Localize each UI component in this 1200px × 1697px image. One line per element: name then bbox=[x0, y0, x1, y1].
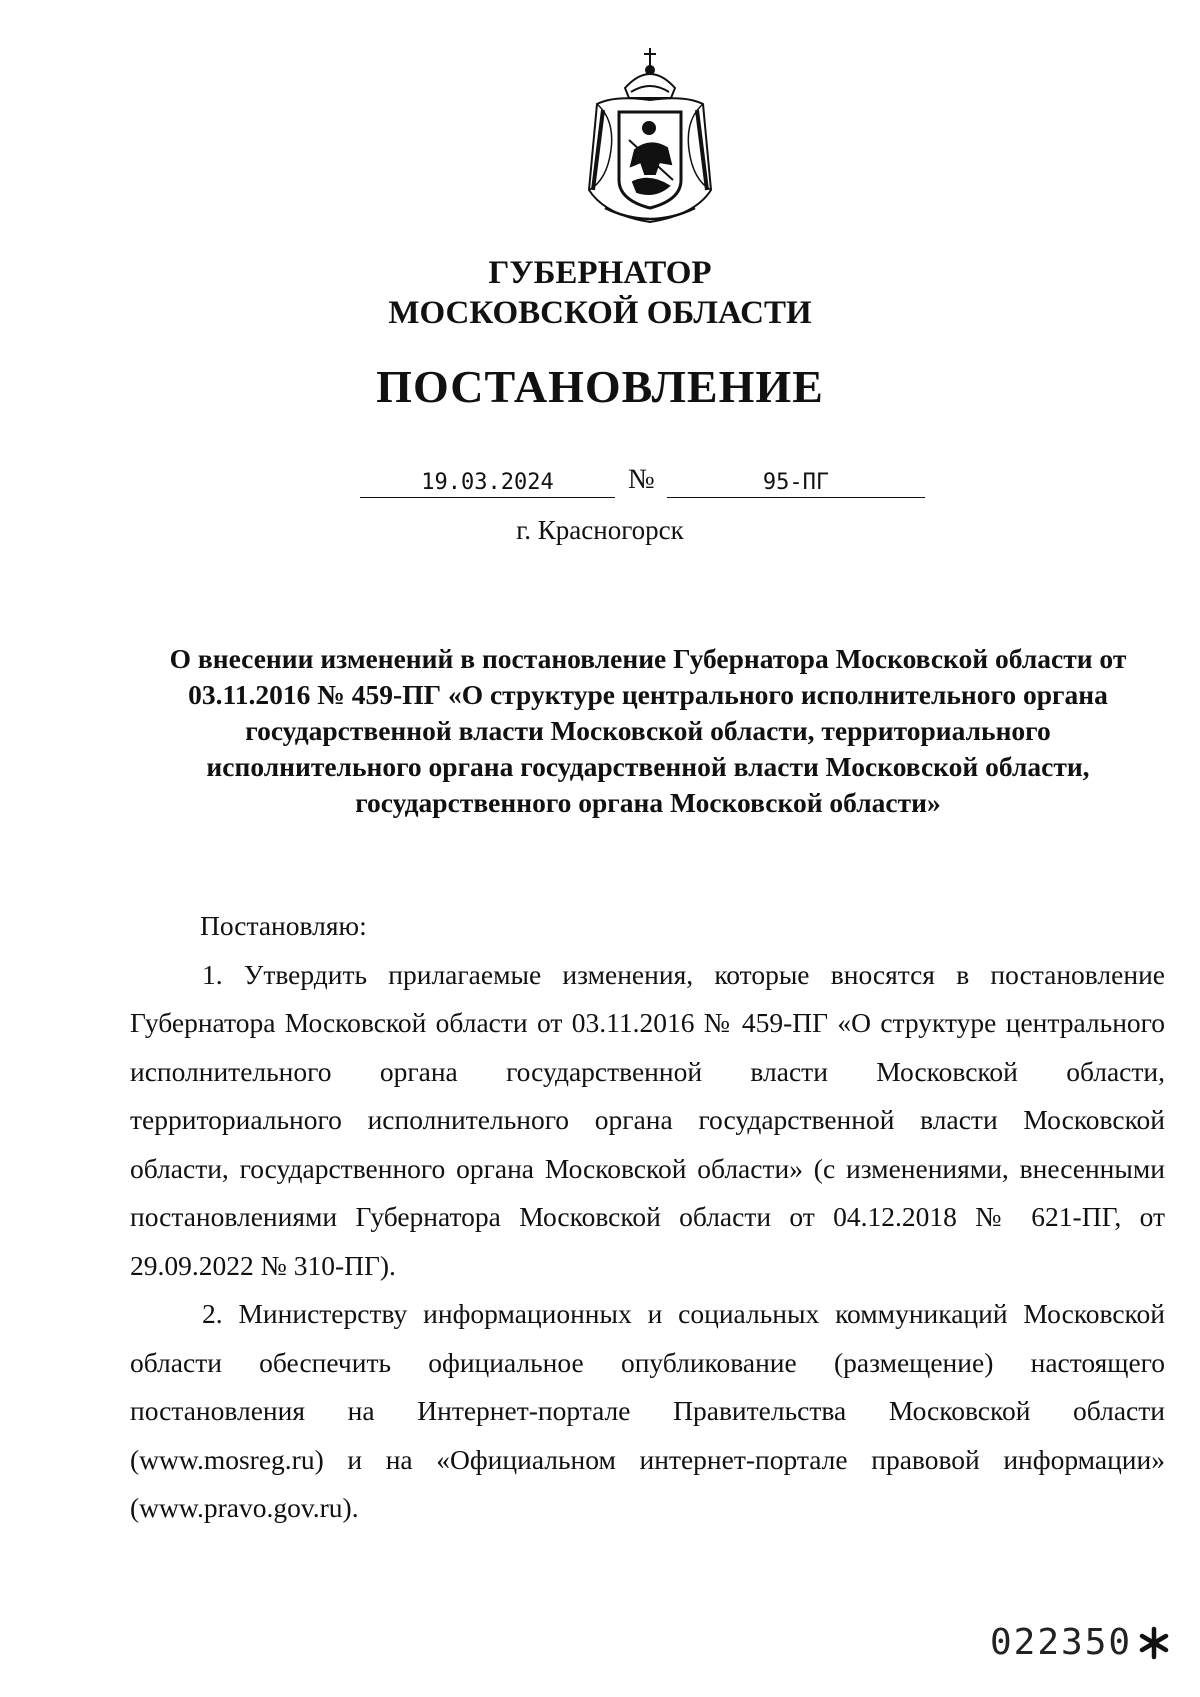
serial-number: 022350 bbox=[990, 1622, 1133, 1663]
resolution-item-2: 2. Министерству информационных и социальных коммуникаций Московской области обеспечить официальное опубликование (размещение) настоящего постановления на Интернет-портале Правительства Московской области (www.mosreg.ru) и на «Официальном интернет-портале правовой информации» (www.pravo.gov.ru). bbox=[130, 1298, 1165, 1523]
number-sign: № bbox=[628, 464, 655, 495]
authority-title-line2: МОСКОВСКОЙ ОБЛАСТИ bbox=[388, 295, 812, 331]
resolution-intro: Постановляю: bbox=[200, 910, 367, 941]
document-number: 95-ПГ bbox=[667, 470, 925, 498]
document-date: 19.03.2024 bbox=[360, 470, 615, 498]
authority-title-line1: ГУБЕРНАТОР bbox=[488, 255, 712, 291]
coat-of-arms-icon bbox=[575, 40, 725, 230]
document-body bbox=[130, 902, 1165, 1533]
registration-line bbox=[360, 458, 925, 498]
resolution-item-1: 1. Утвердить прилагаемые изменения, которые вносятся в постановление Губернатора Московской области от 03.11.2016 № 459-ПГ «О структуре центрального исполнительного органа государственной власти Московской области, территориального исполнительного органа государственной власти Московской области, государственного органа Московской области» (с изменениями, внесенными постановлениями Губернатора Московской области от 04.12.2018 № 621-ПГ, от 29.09.2022 № 310-ПГ). bbox=[130, 958, 1165, 1281]
document-subject: О внесении изменений в постановление Губернатора Московской области от 03.11.2016 № 459-ПГ «О структуре центрального исполнительного органа государственной власти Московской области, территориального исполнительного органа государственной власти Московской области, государственного органа Московской области» bbox=[169, 643, 1127, 818]
place-of-issue: г. Красногорск bbox=[516, 515, 684, 545]
document-type: ПОСТАНОВЛЕНИЕ bbox=[376, 361, 824, 412]
asterisk-icon bbox=[1136, 1625, 1172, 1661]
